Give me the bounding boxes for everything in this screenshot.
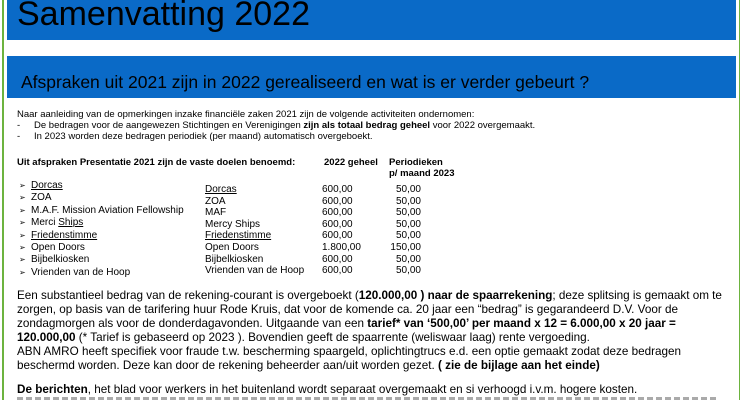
paragraph-bold: ( zie de bijlage aan het einde) — [438, 359, 600, 373]
organisation-name: Friedenstimme — [205, 230, 272, 242]
total-2022: 600,00 — [322, 253, 353, 265]
intro-text — [17, 109, 535, 142]
list-item — [19, 192, 184, 204]
monthly-2023: 50,00 — [395, 253, 421, 265]
list-item — [19, 267, 184, 279]
paragraph-text: ; deze splitsing is gemaakt om te zorgen, op basis van de tarifering huur Rode Kruis, dat voor de komende ca. 20 jaar een “bedrag” is gegarandeerd D.V. Voor de zondagmorgen als voor de donderdagavonden. Uitgaande van een — [17, 289, 722, 331]
table-row — [205, 242, 421, 254]
list-item-label: M.A.F. Mission Aviation Fellowship — [31, 204, 184, 216]
monthly-2023: 50,00 — [395, 265, 421, 277]
monthly-2023: 150,00 — [390, 241, 421, 253]
intro-line: Naar aanleiding van de opmerkingen inzake financiële zaken 2021 zijn de volgende activiteiten ondernomen: — [17, 109, 475, 120]
slide-subtitle: Afspraken uit 2021 zijn in 2022 gerealiseerd en wat is er verder gebeurt ? — [21, 72, 590, 92]
savings-paragraph — [17, 289, 733, 374]
dash-marker: - — [17, 131, 21, 142]
arrow-bullet-icon: ➢ — [19, 230, 26, 240]
monthly-2023: 50,00 — [395, 218, 421, 230]
organisation-name: ZOA — [205, 195, 226, 207]
list-item — [19, 180, 184, 192]
intro-item-text: De bedragen voor de aangewezen Stichtingen en Verenigingen — [34, 120, 304, 131]
berichten-bold: De berichten — [17, 383, 88, 396]
organisation-name: Dorcas — [205, 184, 237, 195]
list-item-label: Open Doors — [31, 242, 85, 254]
monthly-2023: 50,00 — [395, 230, 421, 242]
table-row — [205, 196, 421, 208]
monthly-2023: 50,00 — [395, 184, 421, 195]
arrow-bullet-icon: ➢ — [19, 267, 26, 277]
paragraph-text: Een substantieel bedrag van de rekening-courant is overgeboekt ( — [17, 289, 359, 302]
table-row — [205, 230, 421, 242]
arrow-bullet-icon: ➢ — [19, 193, 26, 203]
total-2022: 600,00 — [322, 184, 353, 195]
paragraph-bold: tarief* van ‘500,00’ per maand x 12 = 6.000,00 x 20 jaar = 120.000,00 — [17, 317, 676, 345]
table-heading-periodic — [389, 157, 454, 179]
table-row — [205, 265, 421, 277]
list-item — [19, 217, 184, 229]
right-accent-line — [739, 0, 740, 400]
monthly-2023: 50,00 — [395, 207, 421, 219]
organisation-name: MAF — [205, 207, 227, 219]
monthly-2023: 50,00 — [395, 195, 421, 207]
arrow-bullet-icon: ➢ — [19, 243, 26, 253]
left-accent-line — [2, 0, 4, 400]
intro-item — [17, 120, 535, 131]
total-2022: 1.800,00 — [322, 241, 361, 253]
amounts-table — [205, 184, 421, 277]
list-item-label-underlined: Ships — [58, 217, 84, 229]
dash-marker: - — [17, 120, 21, 131]
table-row — [205, 207, 421, 219]
organisation-name: Bijbelkiosken — [205, 253, 264, 265]
intro-item-bold: zijn als totaal bedrag geheel — [303, 120, 431, 131]
organisation-name: Mercy Ships — [205, 218, 261, 230]
intro-item-text: voor 2022 overgemaakt. — [430, 120, 536, 131]
paragraph-bold: 120.000,00 ) naar de spaarrekening — [358, 289, 553, 302]
organisation-name: Open Doors — [205, 241, 259, 253]
berichten-text: , het blad voor werkers in het buitenland wordt separaat overgemaakt en si verhoogd i.v.m. hogere kosten. — [87, 383, 638, 396]
list-item-label: Vrienden van de Hoop — [31, 266, 131, 278]
intro-item — [17, 131, 535, 142]
list-item-label: Bijbelkiosken — [31, 254, 90, 266]
total-2022: 600,00 — [322, 265, 353, 277]
goals-bullet-list — [19, 180, 184, 279]
total-2022: 600,00 — [322, 195, 353, 207]
arrow-bullet-icon: ➢ — [19, 205, 26, 215]
intro-item-text: In 2023 worden deze bedragen periodiek (per maand) automatisch overgeboekt. — [34, 131, 373, 142]
list-item-label: Friedenstimme — [31, 229, 98, 241]
table-row — [205, 184, 421, 196]
total-2022: 600,00 — [322, 218, 353, 230]
list-item — [19, 205, 184, 217]
list-item — [19, 242, 184, 254]
list-item-label: ZOA — [31, 192, 52, 204]
arrow-bullet-icon: ➢ — [19, 181, 26, 190]
table-row — [205, 219, 421, 231]
slide-title: Samenvatting 2022 — [17, 0, 310, 33]
table-heading-left: Uit afspraken Presentatie 2021 zijn de vaste doelen benoemd: — [17, 157, 296, 168]
list-item — [19, 254, 184, 266]
paragraph-text: ABN AMRO heeft specifiek voor fraude t.w. bescherming spaargeld, oplichtingtrucs e.d. een optie gemaakt zodat deze bedragen beschermd worden. Deze kan door de rekening beheerder aan/uit worden gezet. — [17, 345, 681, 373]
arrow-bullet-icon: ➢ — [19, 255, 26, 265]
table-heading-periodic-line1: Periodieken — [389, 157, 443, 168]
paragraph-text: (* Tarief is gebaseerd op 2023 ). Bovendien geeft de spaarrente (weliswaar laag) rente vergoeding. — [75, 331, 590, 345]
total-2022: 600,00 — [322, 230, 353, 242]
table-heading-total: 2022 geheel — [324, 157, 378, 168]
list-item — [19, 230, 184, 242]
berichten-paragraph — [17, 383, 733, 397]
list-item-label: Dorcas — [31, 180, 63, 191]
arrow-bullet-icon: ➢ — [19, 218, 26, 228]
table-row — [205, 254, 421, 266]
list-item-label: Merci — [31, 217, 59, 229]
table-heading-periodic-line2: p/ maand 2023 — [389, 168, 455, 179]
organisation-name: Vrienden van de Hoop — [205, 265, 305, 277]
total-2022: 600,00 — [322, 207, 353, 219]
